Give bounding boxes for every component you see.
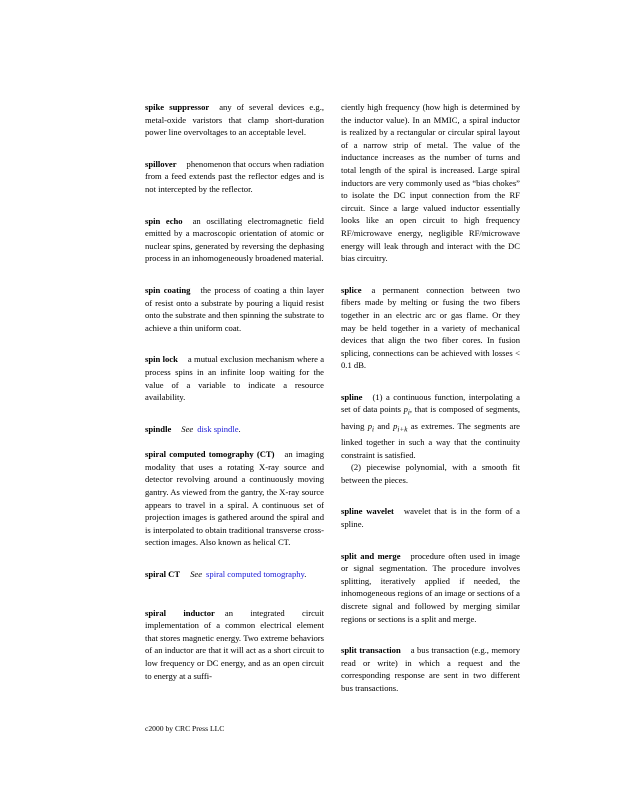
entry-spiral-inductor <box>145 607 324 683</box>
definition: an imaging modality that uses a rotating X-ray source and detector revolving around a continuously moving gantry. As viewed from the gantry, the X-ray source appears to travel in a spiral. A continuous set of projection images is gathered around the spiral and is interpolated to obtain traditional transverse cross-section images. Also known as helical CT. <box>145 449 324 548</box>
see-label: See <box>190 569 203 580</box>
term: spin echo <box>145 215 183 226</box>
definition: wavelet that is in the form of a spline. <box>341 506 520 530</box>
punctuation: . <box>238 423 241 434</box>
term: spline <box>341 391 363 402</box>
term: spiral computed tomography (CT) <box>145 449 275 460</box>
xref-disk-spindle-link[interactable]: disk spindle <box>197 423 239 434</box>
definition: as extremes. The segments are linked together in such a way that the continuity constraint is satisfied. <box>341 420 520 460</box>
definition: an integrated circuit implementation of a common electrical element that stores magnetic energy. Two extreme behaviors of an inductor are that it will act as a short circuit to low frequency or DC energy, and as an open circuit to energy at a suffi- <box>145 607 324 681</box>
term: spike suppressor <box>145 102 210 112</box>
copyright-footer: c2000 by CRC Press LLC <box>145 724 225 733</box>
term: split transaction <box>341 645 401 656</box>
definition: an oscillating electromagnetic field emitted by a macroscopic orientation of atomic or nuclear spins, generated by reversing the dephasing process in an inhomogeneously broadened material. <box>145 215 324 264</box>
definition: (1) a continuous function, interpolating a set of data points <box>341 391 520 415</box>
entry-spline-second-sense <box>341 461 520 486</box>
entry-spin-lock <box>145 353 324 403</box>
xref-spiral-computed-tomography-link[interactable]: spiral computed tomography <box>206 569 305 580</box>
entry-spindle <box>145 423 324 436</box>
term: spiral inductor <box>145 607 215 618</box>
entry-splice <box>341 284 520 372</box>
see-label: See <box>181 423 194 434</box>
entry-split-and-merge <box>341 550 520 626</box>
math-p-i-plus-k <box>393 420 408 434</box>
math-symbol: p <box>403 404 408 415</box>
right-column <box>341 101 520 695</box>
entry-spline <box>341 391 520 461</box>
entry-spiral-computed-tomography <box>145 448 324 549</box>
entry-split-transaction <box>341 644 520 694</box>
entry-spline-wavelet <box>341 505 520 530</box>
definition: and <box>374 420 394 431</box>
definition: (2) piecewise polynomial, with a smooth fit between the pieces. <box>341 462 520 485</box>
definition: procedure often used in image or signal segmentation. The procedure involves splitting, iteratively applied if needed, the inhomogeneous regions of an image or sections of a discrete signal and followed by merging similar regions or sections is a split and merge. <box>341 550 520 624</box>
left-column <box>145 101 324 682</box>
term: spillover <box>145 158 177 169</box>
term: split and merge <box>341 550 401 561</box>
entry-spiral-ct <box>145 568 324 581</box>
definition: the process of coating a thin layer of resist onto a substrate by pouring a liquid resist onto the substrate and then spinning the substrate to achieve a thin uniform coat. <box>145 284 324 333</box>
term: spiral CT <box>145 569 181 580</box>
term: spline wavelet <box>341 506 394 517</box>
math-symbol: p <box>367 420 373 431</box>
definition: a mutual exclusion mechanism where a process spins in an infinite loop waiting for the value of a variable to indicate a resource availability. <box>145 354 325 403</box>
definition: any of several devices e.g., metal-oxide varistors that clamp short-duration power line overvoltages to an acceptable level. <box>145 102 324 138</box>
math-subscript: i+k <box>397 425 408 434</box>
entry-spin-echo <box>145 215 324 265</box>
definition: , that is composed of segments, having <box>341 404 520 431</box>
definition: a bus transaction (e.g., memory read or write) in which a request and the corresponding response are sent in two different bus transactions. <box>341 645 520 693</box>
entry-spillover <box>145 158 324 196</box>
math-subscript: i <box>407 409 410 418</box>
definition: ciently high frequency (how high is determined by the inductor value). In an MMIC, a spiral inductor is realized by a rectangular or circular spiral layout of a narrow strip of metal. The value of the inductance increases as the number of turns and total length of the spiral is increased. Large spiral inductors are very commonly used as “bias chokes” to isolate the DC input connection from the RF circuit. Since a large valued inductor essentially looks like an open circuit to high frequency RF/microwave energy, negligible RF/microwave energy will leak through and interact with the DC bias circuitry. <box>341 102 520 264</box>
entry-spin-coating <box>145 284 324 334</box>
punctuation: . <box>304 569 307 580</box>
math-subscript: i <box>372 425 375 434</box>
term: splice <box>341 284 362 295</box>
term: spindle <box>145 423 172 434</box>
math-symbol: p <box>393 420 398 431</box>
definition: a permanent connection between two fibers made by melting or fusing the two fibers together in an electric arc or gas flame. Or they may be held together in a variety of mechanical devices that align the two fiber cores. In fusion splicing, connections can be achieved with losses < 0.1 dB. <box>341 284 520 371</box>
definition: phenomenon that occurs when radiation from a feed extends past the reflector edges and is not intercepted by the reflector. <box>145 158 324 194</box>
entry-spiral-inductor-continued <box>341 101 520 265</box>
term: spin lock <box>145 354 178 365</box>
term: spin coating <box>145 284 191 295</box>
entry-spike-suppressor <box>145 101 324 139</box>
